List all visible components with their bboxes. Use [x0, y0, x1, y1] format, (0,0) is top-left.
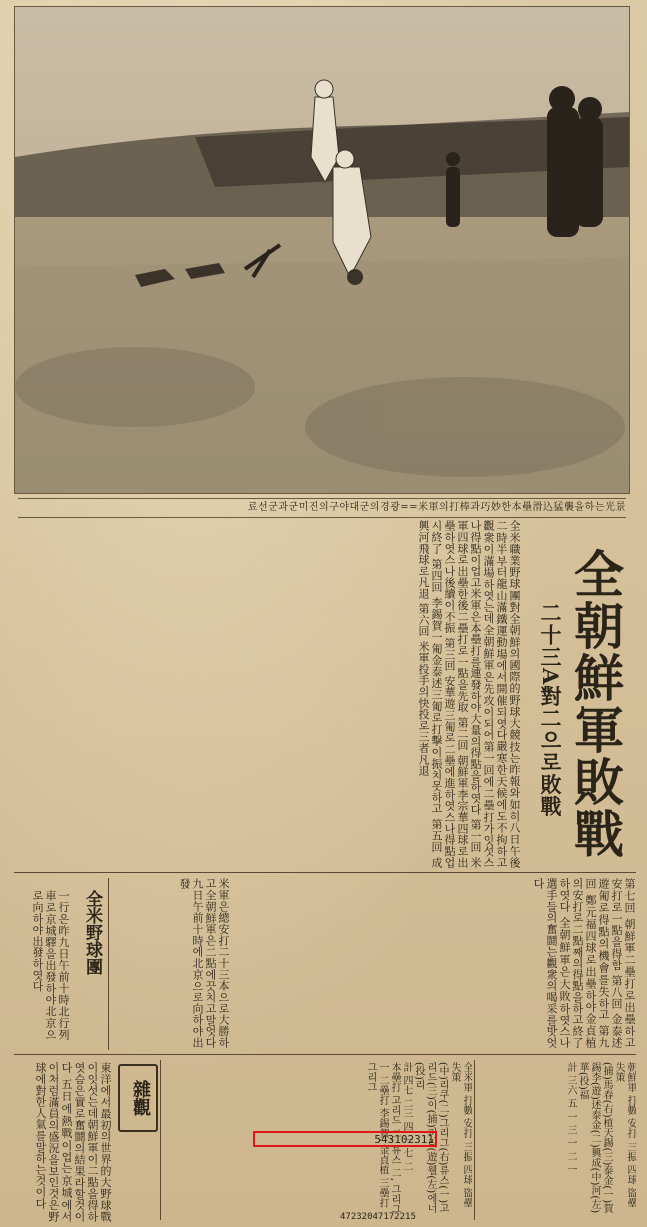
scoreboard-joseon [478, 1062, 636, 1217]
highlighted-score-row: 543102311 [374, 1133, 434, 1146]
baseball-photo [14, 6, 630, 494]
divider [14, 1054, 636, 1055]
divider [160, 1060, 161, 1220]
article-headline: 全朝鮮軍敗戰 [566, 548, 624, 860]
article-subheadline: 二十三A對二으로敗戰 [538, 602, 563, 818]
baseball-photo-image [15, 7, 629, 493]
scoreboard-footnote: 本壘打 고리드 二, 류스 二, 그리그 一 二壘打 李錫賀, 金貞植 三壘打 그리그 [365, 1062, 400, 1215]
scoreboard-allamerica-lineup: (中)리쿠(二)그리그(右)류스(一)고리드(三)이(捕)퍼리(遊)웰(左)에너(投)리 [413, 1062, 448, 1214]
scoreboard-allamerica-header: 全米軍 打數 安打 三振 四球 盜壘 失策 [449, 1062, 472, 1208]
scoreboard-joseon-lineup: (捕)馬春(右)植天錫(三)泰金(一)賀錫李(遊)述泰金(二)興成(中)河(左)華(投)福 [577, 1062, 612, 1214]
column-body: 東洋에서最初의世界的大野球戰이잇섯는데朝鮮軍이二點을得하엿슴은實로奮鬪의結果라할것이다 五日에熱戰이업는京城에서이처럼滿員의盛況을보인것은野球에對한人氣를말하는것이다 [34, 1062, 112, 1222]
divider [108, 878, 109, 1050]
article-body-middle-left: 米軍은總安打二十三本으로大勝하고全朝鮮軍은二點에끗치고말엇다 九日午前十時에北京으로向하야出發 [178, 878, 230, 1048]
article-body-top: 全米職業野球團對全朝鮮의國際的野球大競技는昨報와如히八日午後二時半부터龍山滿鐵運動場에서開催되엿다嚴寒한天候에도不拘하고觀衆이滿場하엿는데全朝鮮軍은先攻이되어第一回에二壘打가잇섯스나得點이업고米軍은本壘打를連發하야大量의得點을하엿다 第一回 米軍四球로出壘한後二壘打로一點을先取 第二回 朝鮮軍李宗華四球로出壘하엿스나後續이不振 第三回 安華遊三匍로二壘에進하엿스나得點업시終了 第四回 李錫賀一匍金泰述三匍로打擊이振치못하고 第五回 成興河飛球로凡退 第六回 米軍投手의快投로三者凡退 [417, 520, 521, 868]
highlight-box [253, 1131, 437, 1147]
footer-code: 47232047172215 [340, 1212, 416, 1222]
scoreboard-joseon-totals: 計 三六 五 一 三 一 二 一 [565, 1062, 576, 1175]
article-body-middle-right: 第七回 朝鮮軍二壘打로出壘하고安打로一點을得함 第八回 金泰述遊匍로得點의機會를失하고 第九回 鄭元福四球로出壘하야金貞植의安打로二點째의得點을하고終了하엿다 全朝鮮軍은大敗하엿스나選手들의奮鬪는觀衆의喝采를밧엇다 [532, 878, 636, 1048]
divider [474, 1060, 475, 1220]
section-body: 一行은昨九日午前十時北行列車로京城驛을出發하야北京으로向하야出發하엿다 [31, 890, 70, 1040]
scoreboard-joseon-header: 朝鮮軍 打數 安打 三振 四球 盜壘 失策 [613, 1062, 636, 1208]
scoreboard-allamerica-totals: 計 四七 二三 四 一 七 二 [401, 1062, 412, 1172]
column-title: 雜觀 [118, 1064, 158, 1132]
section-title: 全米野球團 [82, 890, 102, 975]
divider [14, 872, 636, 873]
photo-caption: 료선군과군미진의구야대군의경광==米軍의打棒과巧妙한本壘滑込猛襲을하는光景 [18, 498, 626, 518]
